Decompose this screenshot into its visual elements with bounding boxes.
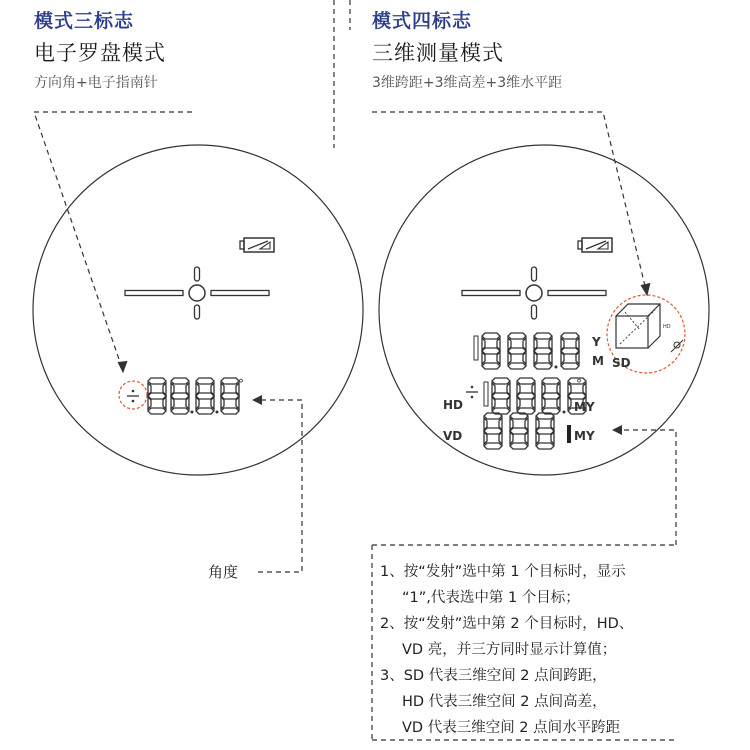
left-mode-desc: 方向角+电子指南针 [34,75,158,91]
right-pointer-line [372,112,646,290]
vd-label: VD [443,429,463,443]
hd-unit: MY [574,400,595,414]
vd-pointer-arrow [612,425,622,435]
hd-divide-icon [466,386,478,399]
angle-pointer-line [258,400,302,572]
right-battery-icon [578,238,612,252]
left-pointer-line [34,112,192,368]
3d-box-icon [616,304,683,352]
row1-unit-y: Y [592,335,601,349]
left-reticle-icon [125,267,269,319]
left-digit-2 [171,378,189,414]
note-line-7: VD 代表三维空间 2 点间水平跨距 [402,720,621,736]
vd-unit: MY [574,429,595,443]
angle-pointer-arrow [252,395,262,405]
row1-digits [474,333,579,369]
right-reticle-icon [462,267,606,319]
note-line-5: 3、SD 代表三维空间 2 点间跨距， [380,668,607,684]
left-pointer-arrow [118,361,127,372]
right-pointer-arrow [641,283,650,295]
left-decimal-1 [191,411,194,414]
vd-pointer-line [622,430,676,545]
left-degree-symbol: ° [238,377,244,391]
right-mode-name: 三维测量模式 [372,41,504,65]
divide-icon [127,390,139,403]
row1-unit-m: M [592,354,604,368]
angle-label: 角度 [208,563,239,581]
left-eyepiece-circle [33,145,363,475]
left-mode-title: 模式三标志 [34,10,135,32]
left-mode-name: 电子罗盘模式 [34,41,166,65]
right-mode-desc: 3维跨距+3维高差+3维水平距 [372,75,563,91]
left-digit-4 [221,378,239,414]
left-battery-icon [240,238,274,252]
left-decimal-2 [216,411,219,414]
sd-label: SD [612,356,631,370]
left-digit-3 [196,378,214,414]
row3-digits [484,413,571,449]
right-mode-title: 模式四标志 [372,10,473,32]
left-digit-1 [148,378,166,414]
notes-block [380,559,633,741]
svg-text:HD: HD [663,324,671,330]
hd-label: HD [443,398,464,412]
note-line-1: 1、按“发射”选中第 1 个目标时，显示 [380,564,626,580]
left-symbol-highlight [119,381,147,409]
hd-degree-symbol: ° [576,377,582,391]
row2-digits [484,378,586,414]
note-line-6: HD 代表三维空间 2 点间高差， [402,694,607,710]
note-line-3: 2、按“发射”选中第 2 个目标时，HD、 [380,616,634,632]
note-line-4: VD 亮，并三方同时显示计算值； [402,642,617,658]
note-line-2: “1”,代表选中第 1 个目标； [402,590,580,606]
